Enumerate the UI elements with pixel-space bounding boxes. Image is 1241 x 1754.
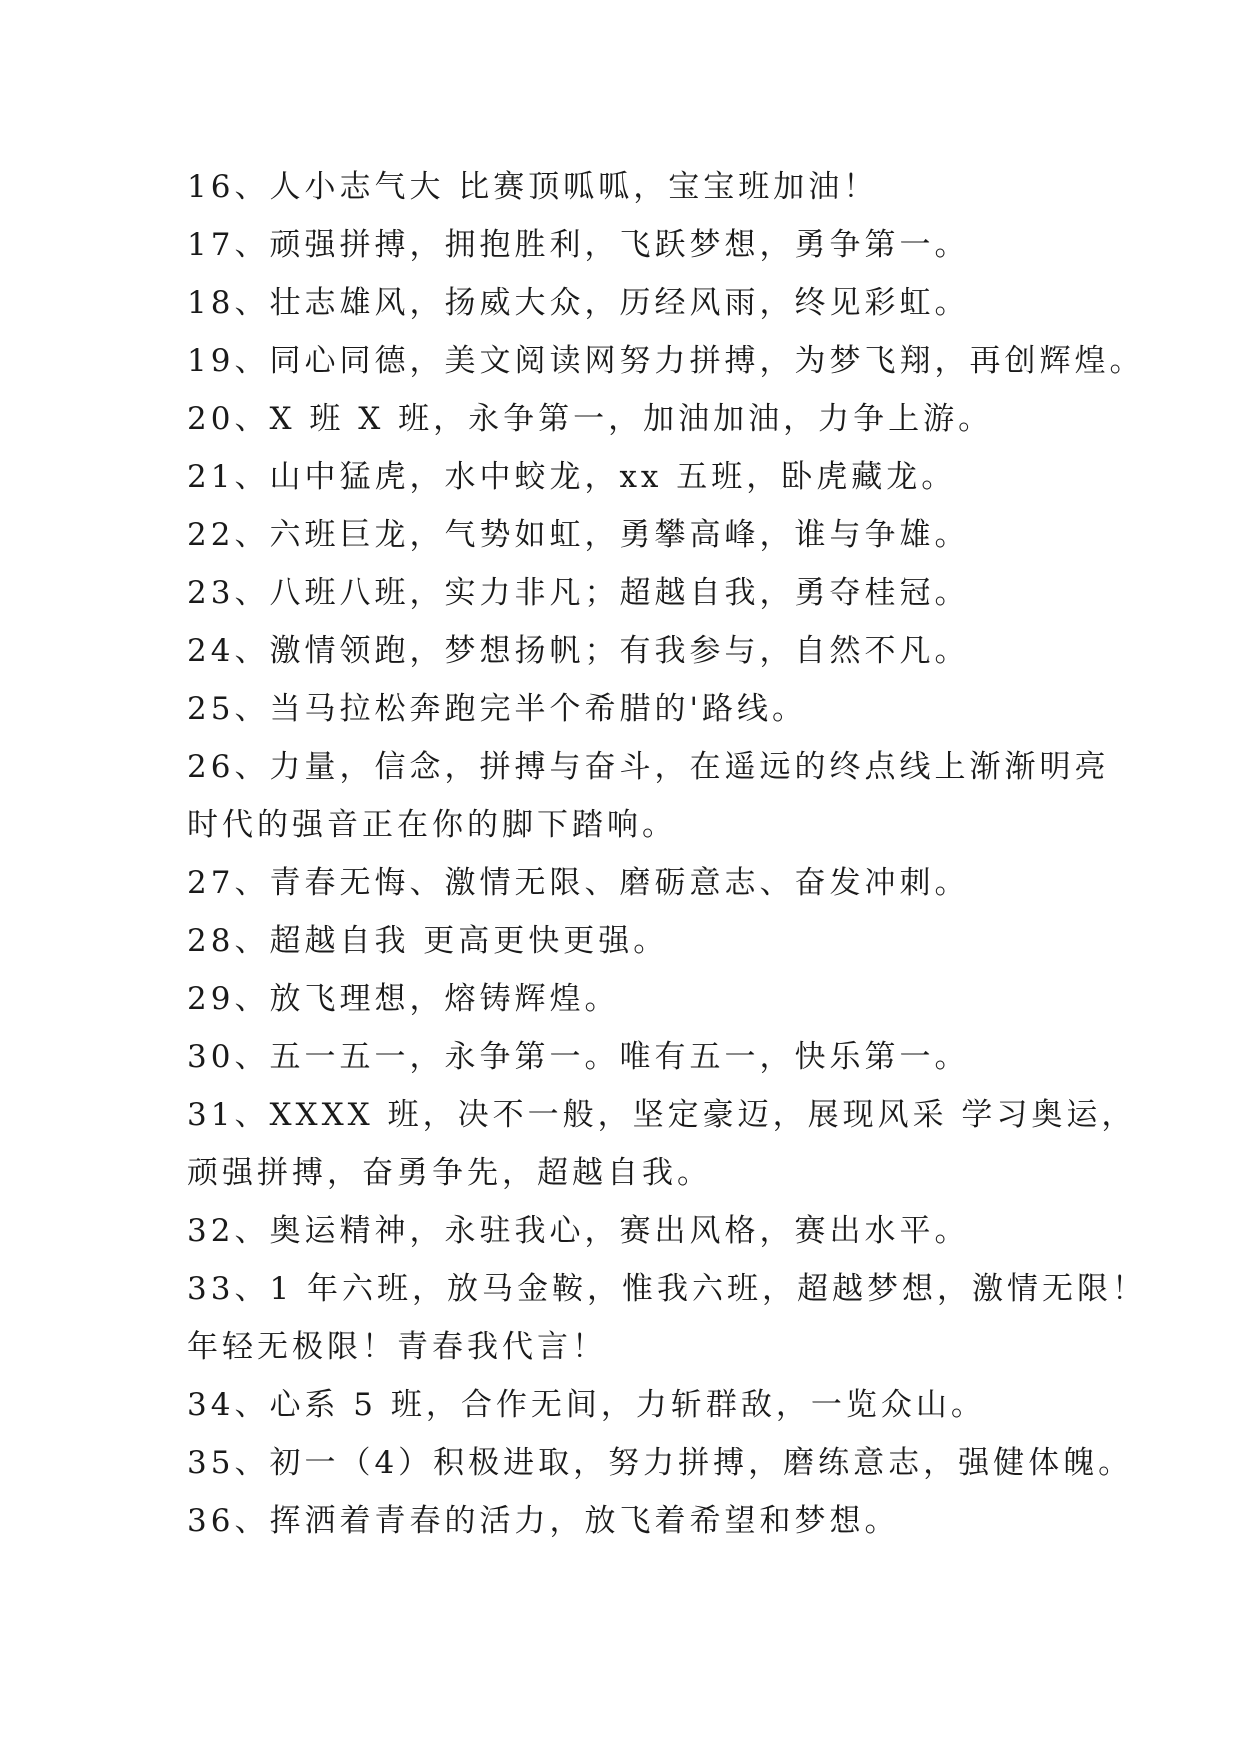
text-line: 23、八班八班，实力非凡；超越自我，勇夺桂冠。 <box>187 575 970 611</box>
text-line: 34、心系 5 班，合作无间，力斩群敌，一览众山。 <box>187 1387 986 1423</box>
text-line: 16、人小志气大 比赛顶呱呱，宝宝班加油！ <box>187 169 879 205</box>
slogan-list <box>187 158 1148 1550</box>
text-line: 20、X 班 X 班，永争第一，加油加油，力争上游。 <box>187 401 994 437</box>
text-line: 19、同心同德，美文阅读网努力拼搏，为梦飞翔，再创辉煌。 <box>187 343 1145 379</box>
text-line: 21、山中猛虎，水中蛟龙，xx 五班，卧虎藏龙。 <box>187 459 957 495</box>
text-line: 36、挥洒着青春的活力，放飞着希望和梦想。 <box>187 1503 900 1539</box>
text-line: 35、初一（4）积极进取，努力拼搏，磨练意志，强健体魄。 <box>187 1445 1134 1481</box>
text-line: 25、当马拉松奔跑完半个希腊的'路线。 <box>187 691 807 727</box>
text-line-continuation: 时代的强音正在你的脚下踏响。 <box>187 807 677 843</box>
text-line: 32、奥运精神，永驻我心，赛出风格，赛出水平。 <box>187 1213 970 1249</box>
text-line: 31、XXXX 班，决不一般，坚定豪迈，展现风采 学习奥运， <box>187 1097 1137 1133</box>
text-line: 27、青春无悔、激情无限、磨砺意志、奋发冲刺。 <box>187 865 970 901</box>
text-line: 30、五一五一，永争第一。唯有五一，快乐第一。 <box>187 1039 970 1075</box>
text-line: 28、超越自我 更高更快更强。 <box>187 923 669 959</box>
text-line: 22、六班巨龙，气势如虹，勇攀高峰，谁与争雄。 <box>187 517 970 553</box>
text-line: 24、激情领跑，梦想扬帆；有我参与，自然不凡。 <box>187 633 970 669</box>
text-line: 18、壮志雄风，扬威大众，历经风雨，终见彩虹。 <box>187 285 970 321</box>
text-line: 33、1 年六班，放马金鞍，惟我六班，超越梦想，激情无限！ <box>187 1271 1148 1307</box>
text-line-continuation: 顽强拼搏，奋勇争先，超越自我。 <box>187 1155 712 1191</box>
text-line: 26、力量，信念，拼搏与奋斗，在遥远的终点线上渐渐明亮 <box>187 749 1110 785</box>
text-line: 17、顽强拼搏，拥抱胜利，飞跃梦想，勇争第一。 <box>187 227 970 263</box>
text-line: 29、放飞理想，熔铸辉煌。 <box>187 981 620 1017</box>
text-line-continuation: 年轻无极限！青春我代言！ <box>187 1329 607 1365</box>
